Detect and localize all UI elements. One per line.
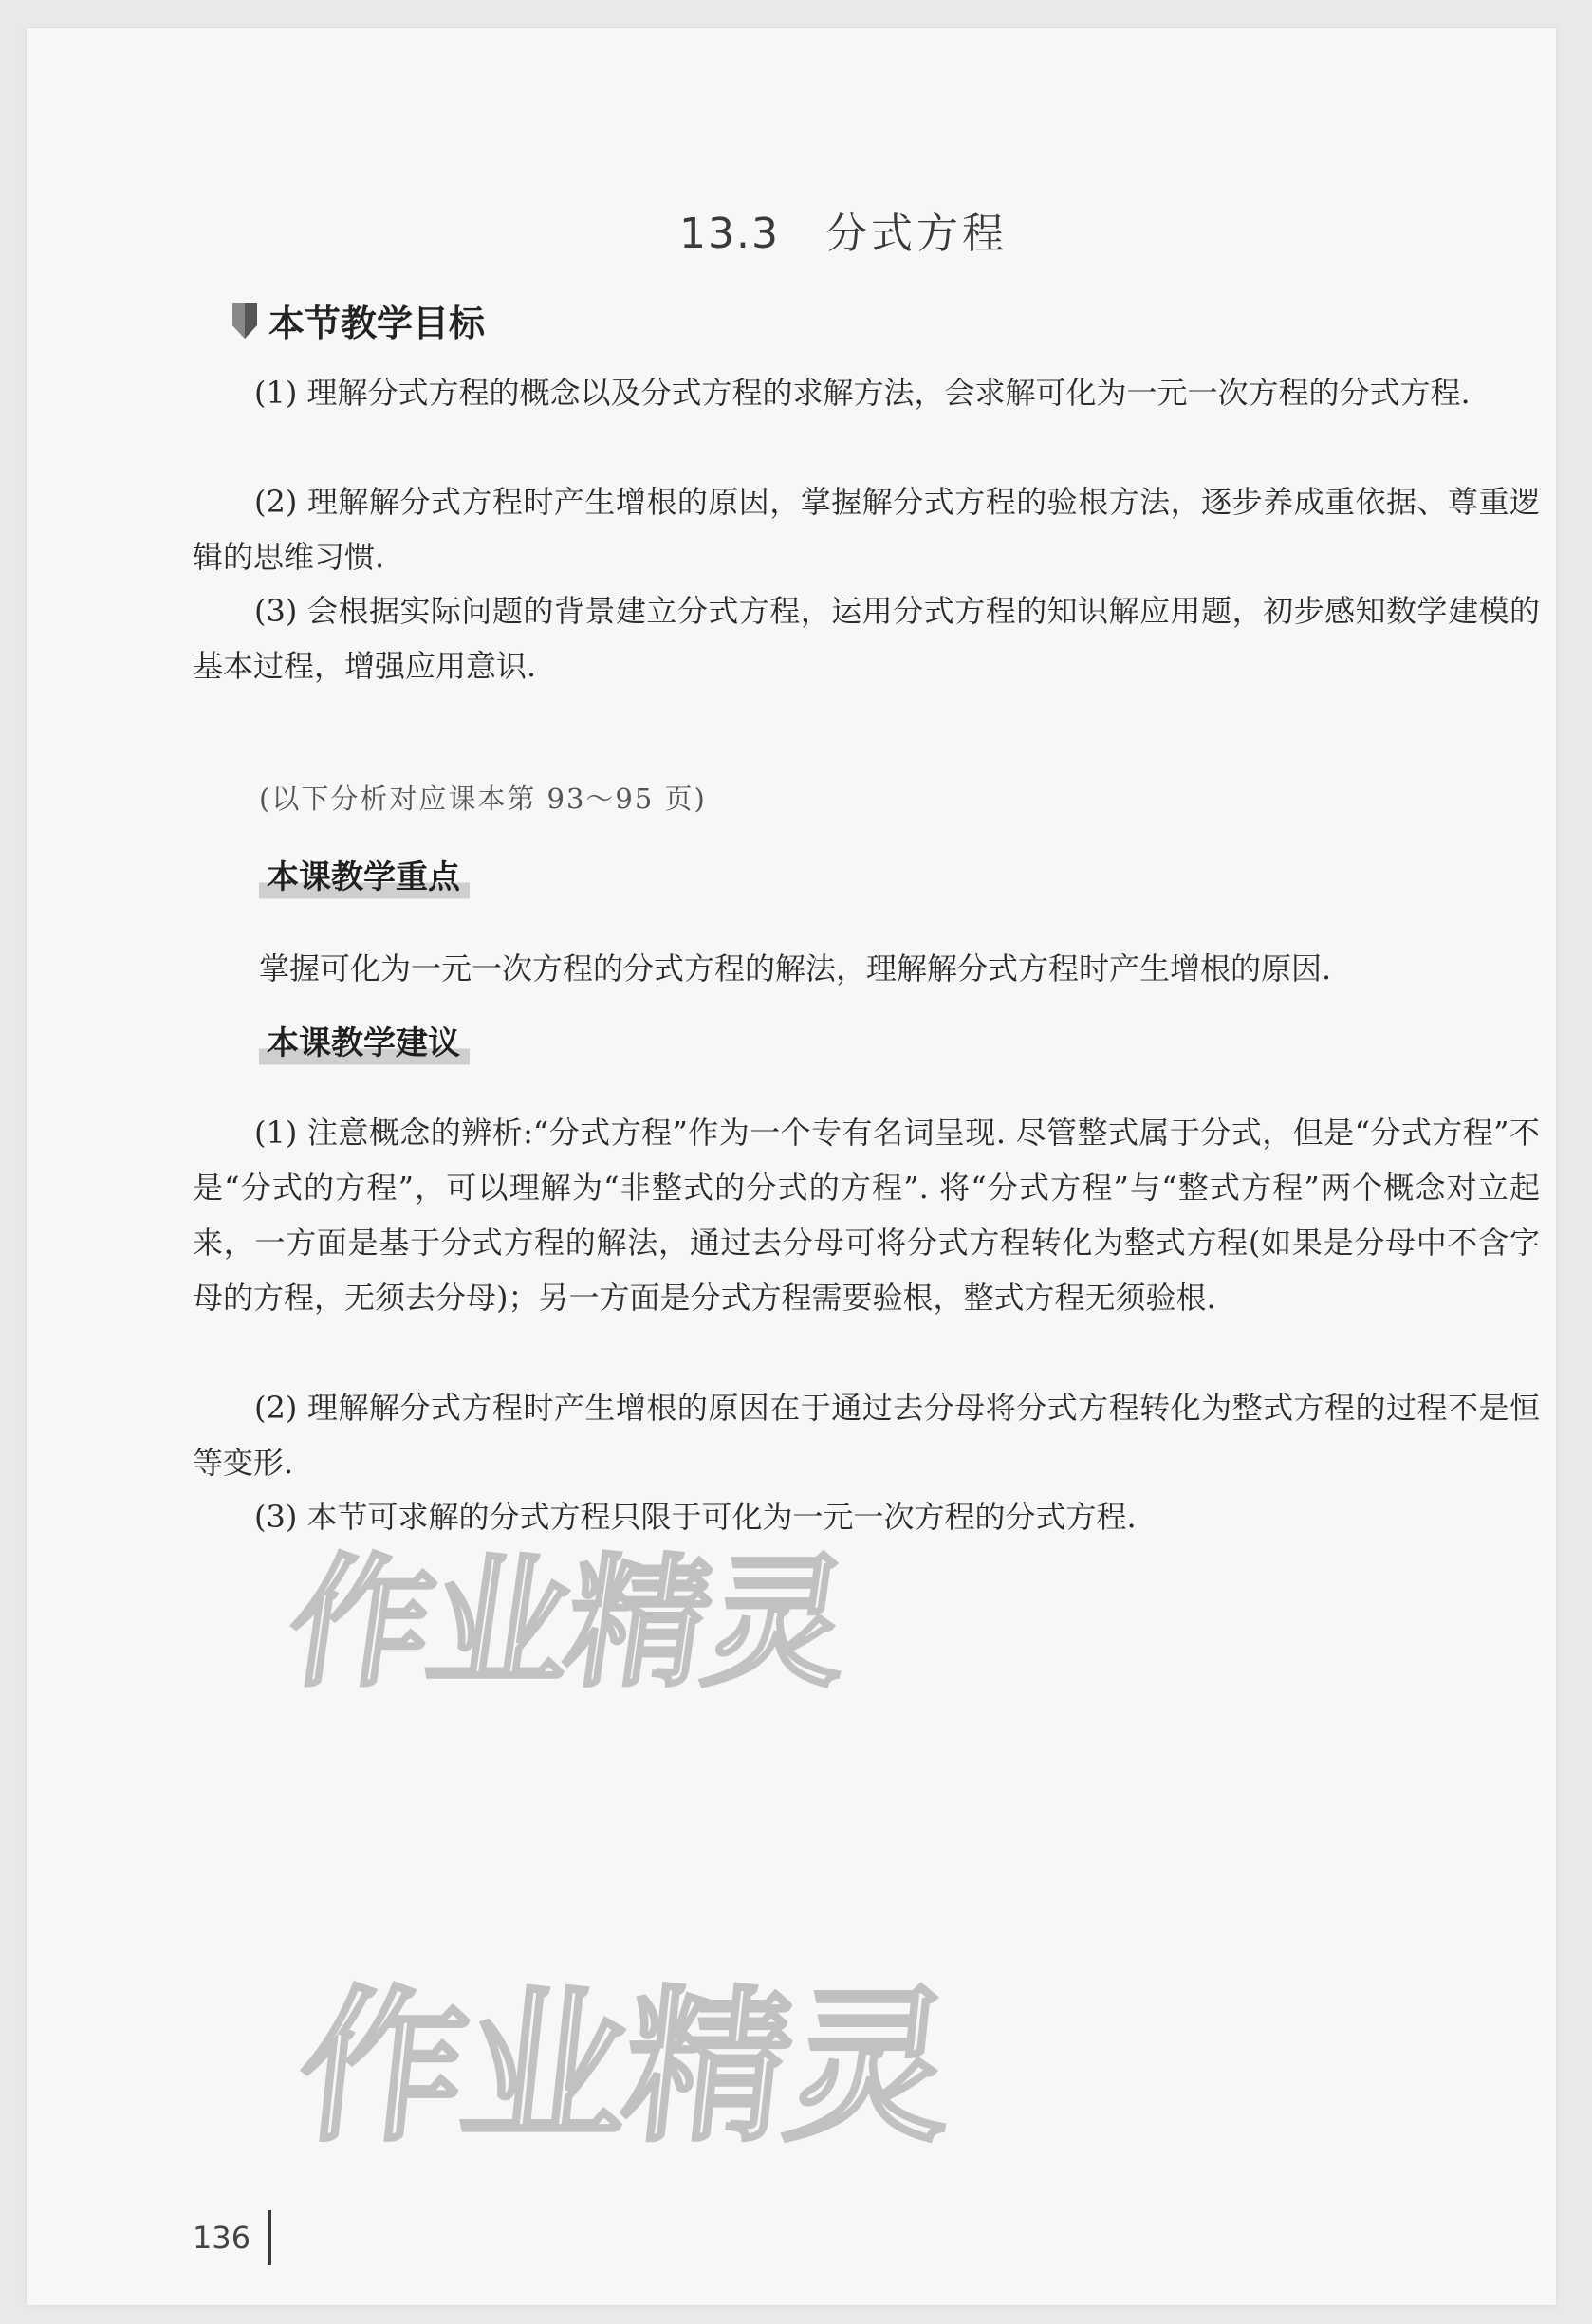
- suggestion-item-3: (3) 本节可求解的分式方程只限于可化为一元一次方程的分式方程.: [254, 1499, 1137, 1535]
- page-number-rule: [268, 2210, 271, 2265]
- textbook-page: [27, 28, 1556, 2305]
- key-points-heading: 本课教学重点: [259, 849, 470, 903]
- suggestion-item-1: (1) 注意概念的辨析:“分式方程”作为一个专有名词呈现. 尽管整式属于分式，但是“分式方程”不是“分式的方程”，可以理解为“非整式的分式的方程”. 将“分式方程”与“整式方程”两个概念对立起来，一方面是基于分式方程的解法，通过去分母可将分式方程转化为整式方程(如果是分母中不含字母的方程，无须去分母)；另一方面是分式方程需要验根，整式方程无须验根.: [193, 1115, 1540, 1316]
- watermark-top: 作业精灵: [278, 1541, 857, 1706]
- section-title: [27, 199, 1556, 260]
- goal-item-2: (2) 理解解分式方程时产生增根的原因，掌握解分式方程的验根方法，逐步养成重依据、尊重逻辑的思维习惯.: [193, 484, 1540, 575]
- goals-heading: [231, 294, 485, 346]
- goal-item-3: (3) 会根据实际问题的背景建立分式方程，运用分式方程的知识解应用题，初步感知数学建模的基本过程，增强应用意识.: [193, 593, 1540, 684]
- suggestion-item-2: (2) 理解解分式方程时产生增根的原因在于通过去分母将分式方程转化为整式方程的过程不是恒等变形.: [193, 1390, 1540, 1481]
- section-number: 13.3: [679, 210, 780, 258]
- page-reference-note: (以下分析对应课本第 93～95 页): [259, 783, 707, 815]
- suggestions-heading: 本课教学建议: [259, 1015, 470, 1069]
- goals-heading-text: 本节教学目标: [268, 303, 486, 344]
- goal-item-1: (1) 理解分式方程的概念以及分式方程的求解方法，会求解可化为一元一次方程的分式方程.: [254, 375, 1471, 411]
- page-number: 136: [193, 2220, 251, 2256]
- shield-bullet-icon: [231, 301, 259, 341]
- section-title-text: 分式方程: [824, 210, 1008, 258]
- key-points-text: 掌握可化为一元一次方程的分式方程的解法，理解解分式方程时产生增根的原因.: [259, 950, 1332, 987]
- watermark-bottom: 作业精灵: [289, 1972, 960, 2165]
